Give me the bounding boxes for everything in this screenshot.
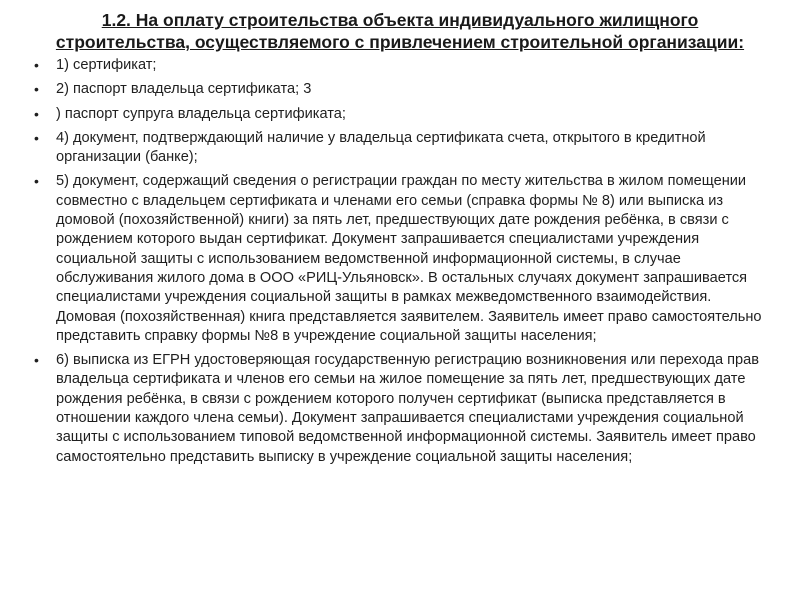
list-item — [34, 172, 770, 346]
bullet-icon: • — [34, 57, 39, 73]
list-item — [34, 56, 770, 75]
list-item — [34, 105, 770, 124]
list-item-text: ) паспорт супруга владельца сертификата; — [56, 105, 346, 122]
list-item-text: 1) сертификат; — [56, 57, 157, 73]
bullet-icon: • — [34, 129, 39, 146]
bullet-icon: • — [34, 81, 39, 98]
bullet-icon: • — [34, 105, 39, 122]
list-item-text: 5) документ, содержащий сведения о регистрации граждан по месту жительства в жилом помещении совместно с владельцем сертификата и членами его семьи (справка формы № 8) или выписка из домовой (похозяйственной) книги) за пять лет, предшествующих дате рождения ребёнка, в связи с рождением которого выдан сертификат. Документ запрашивается специалистами учреждения социальной защиты с использованием ведомственной информационной системы, в случае обслуживания жилого дома в ООО «РИЦ-Ульяновск». В остальных случаях документ запрашивается специалистами учреждения социальной защиты в рамках межведомственного взаимодействия. Домовая (похозяйственная) книга представляется заявителем. Заявитель имеет право самостоятельно представить справку формы №8 в учреждение социальной защиты населения; — [56, 173, 762, 344]
list-item — [34, 80, 770, 99]
list-item-text: 6) выписка из ЕГРН удостоверяющая государственную регистрацию возникновения или перехода прав владельца сертификата и членов его семьи на жилое помещение за пять лет, предшествующих дате рождения ребёнка, в связи с рождением которого получен сертификат (выписка представляется в отношении каждого члена семьи). Документ запрашивается специалистами учреждения социальной защиты с использованием типовой ведомственной информационной системы. Заявитель имеет право самостоятельно представить выписку в учреждение социальной защиты населения; — [56, 352, 760, 465]
bullet-icon: • — [34, 352, 39, 369]
list-item-text: 4) документ, подтверждающий наличие у владельца сертификата счета, открытого в кредитной организации (банке); — [56, 129, 706, 166]
document-list — [0, 56, 800, 467]
page-title: 1.2. На оплату строительства объекта индивидуального жилищного строительства, осуществляемого с привлечением строительной организации: — [55, 10, 745, 52]
list-item — [34, 351, 770, 467]
bullet-icon: • — [34, 173, 39, 190]
list-item — [34, 129, 770, 168]
list-item-text: 2) паспорт владельца сертификата; 3 — [56, 81, 312, 98]
